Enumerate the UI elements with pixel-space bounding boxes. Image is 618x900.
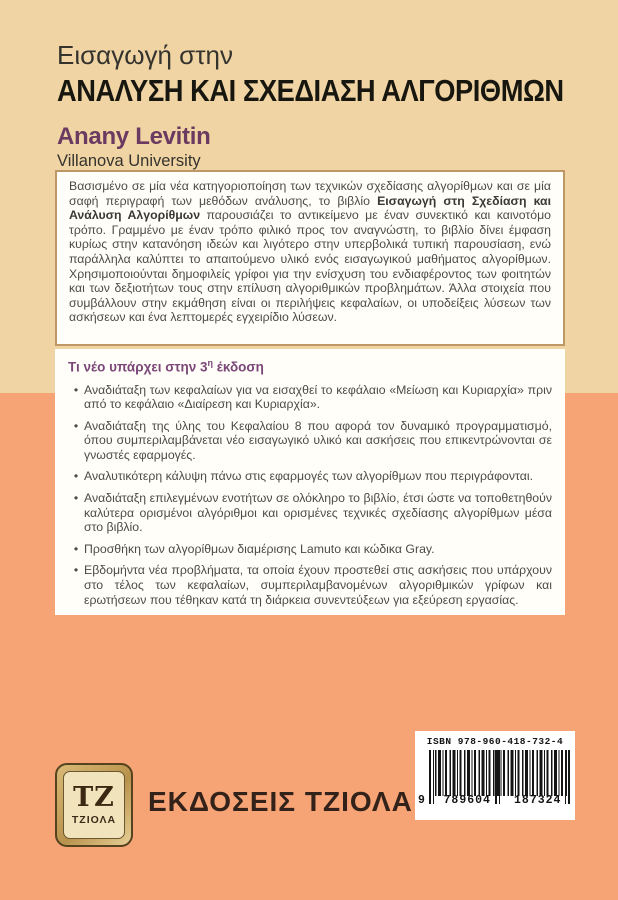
list-item-text: Αναλυτικότερη κάλυψη πάνω στις εφαρμογές των αλγορίθμων που περιγράφονται. [84,469,533,484]
description-book-title: Εισαγωγή στη Σχεδίαση και Ανάλυση Αλγορίθμων [69,193,552,223]
barcode-digit-first: 9 [418,794,425,807]
list-item [68,419,552,463]
description-text-before: Βασισμένο σε μία νέα κατηγοριοποίηση των τεχνικών σχεδίασης αλγορίθμων και σε μία σαφή περιγραφή των μεθόδων ανάλυσης, το βιβλίο [69,179,551,208]
bullet-icon: • [73,541,79,556]
whats-new-heading-suffix: έκδοση [213,359,264,375]
title-block [57,40,577,171]
isbn-text: ISBN 978-960-418-732-4 [426,736,564,747]
author-name: Anany Levitin [57,123,211,150]
publisher-logo-name: ΤΖΙΟΛΑ [71,813,117,826]
publisher-logo-inner [63,771,125,839]
barcode-digits-left: 789604 [443,794,491,807]
barcode-digits-right: 187324 [514,794,562,807]
barcode [415,731,575,820]
whats-new-heading-sup: η [207,358,214,368]
list-item [68,542,552,557]
whats-new-list [68,383,552,608]
barcode-digits [417,794,573,807]
list-item [68,491,552,535]
list-item [68,563,552,607]
list-item [68,383,552,412]
description-text-after: παρουσιάζει το αντικείμενο με έναν συνεκτικό και καινοτόμο τρόπο. Γραμμένο με έναν τρόπο φιλικό προς τον αναγνώστη, το βιβλίο δίνει έμφαση κυρίως στην κατανόηση ιδεών και λιγότερο στην υπερβολικά τυπική παρουσίαση, ενώ παράλληλα καλύπτει το απαιτούμενο υλικό ενός εισαγωγικού μαθήματος αλγορίθμων. Χρησιμοποιούνται δημοφιλείς γρίφοι για την ενίσχυση του ενδιαφέροντος των φοιτητών και των δεξιοτήτων τους στην επίλυση αλγοριθμικών προβλημάτων. Άλλα στοιχεία που συμβάλλουν στην εκμάθηση είναι οι περιλήψεις κεφαλαίων, οι υποδείξεις λύσεων των ασκήσεων και ένα λεπτομερές εγχειρίδιο λύσεων. [69,208,552,325]
whats-new-heading-prefix: Τι νέο υπάρχει στην 3 [68,359,208,375]
list-item [68,469,552,484]
list-item-text: Εβδομήντα νέα προβλήματα, τα οποία έχουν προστεθεί στις ασκήσεις που υπάρχουν στο τέλος των κεφαλαίων, συμπεριλαμβανομένων αλγοριθμικών γρίφων και ερωτήσεων που τέθηκαν κατά τη διάρκεια συνεντεύξεων για εξεύρεση εργασίας. [84,563,552,607]
bullet-icon: • [73,418,79,433]
description-paragraph [69,179,551,325]
bullet-icon: • [73,469,79,484]
publisher-name: ΕΚΔΟΣΕΙΣ ΤΖΙΟΛΑ [148,786,413,817]
author-affiliation: Villanova University [57,152,201,170]
bullet-icon: • [73,382,79,397]
whats-new-box [55,349,565,615]
publisher-logo-monogram: ΤΖ [73,781,115,813]
list-item-text: Αναδιάταξη των κεφαλαίων για να εισαχθεί το κεφάλαιο «Μείωση και Κυριαρχία» πριν από το κεφάλαιο «Διαίρεση και Κυριαρχία». [84,382,552,412]
bullet-icon: • [73,563,79,578]
list-item-text: Αναδιάταξη επιλεγμένων ενοτήτων σε ολόκληρο το βιβλίο, έτσι ώστε να τοποθετηθούν καλύτερα ορισμένοι αλγόριθμοι και ορισμένες τεχνικές σχεδίασης αλγορίθμων μέσα στο βιβλίο. [84,491,552,535]
description-box [55,170,565,346]
publisher-logo-icon [55,763,133,847]
bullet-icon: • [73,491,79,506]
list-item-text: Προσθήκη των αλγορίθμων διαμέρισης Lamuto και κώδικα Gray. [84,541,435,556]
barcode-bars [435,750,567,796]
series-title: Εισαγωγή στην [57,40,233,70]
book-main-title: ΑΝΑΛΥΣΗ ΚΑΙ ΣΧΕΔΙΑΣΗ ΑΛΓΟΡΙΘΜΩΝ [57,73,564,108]
whats-new-heading [68,358,552,375]
list-item-text: Αναδιάταξη της ύλης του Κεφαλαίου 8 που αφορά τον δυναμικό προγραμματισμό, όπου συμπεριλαμβάνεται νέο εισαγωγικό υλικό και ασκήσεις που επικεντρώνονται σε γνωστές εφαρμογές. [84,418,552,462]
